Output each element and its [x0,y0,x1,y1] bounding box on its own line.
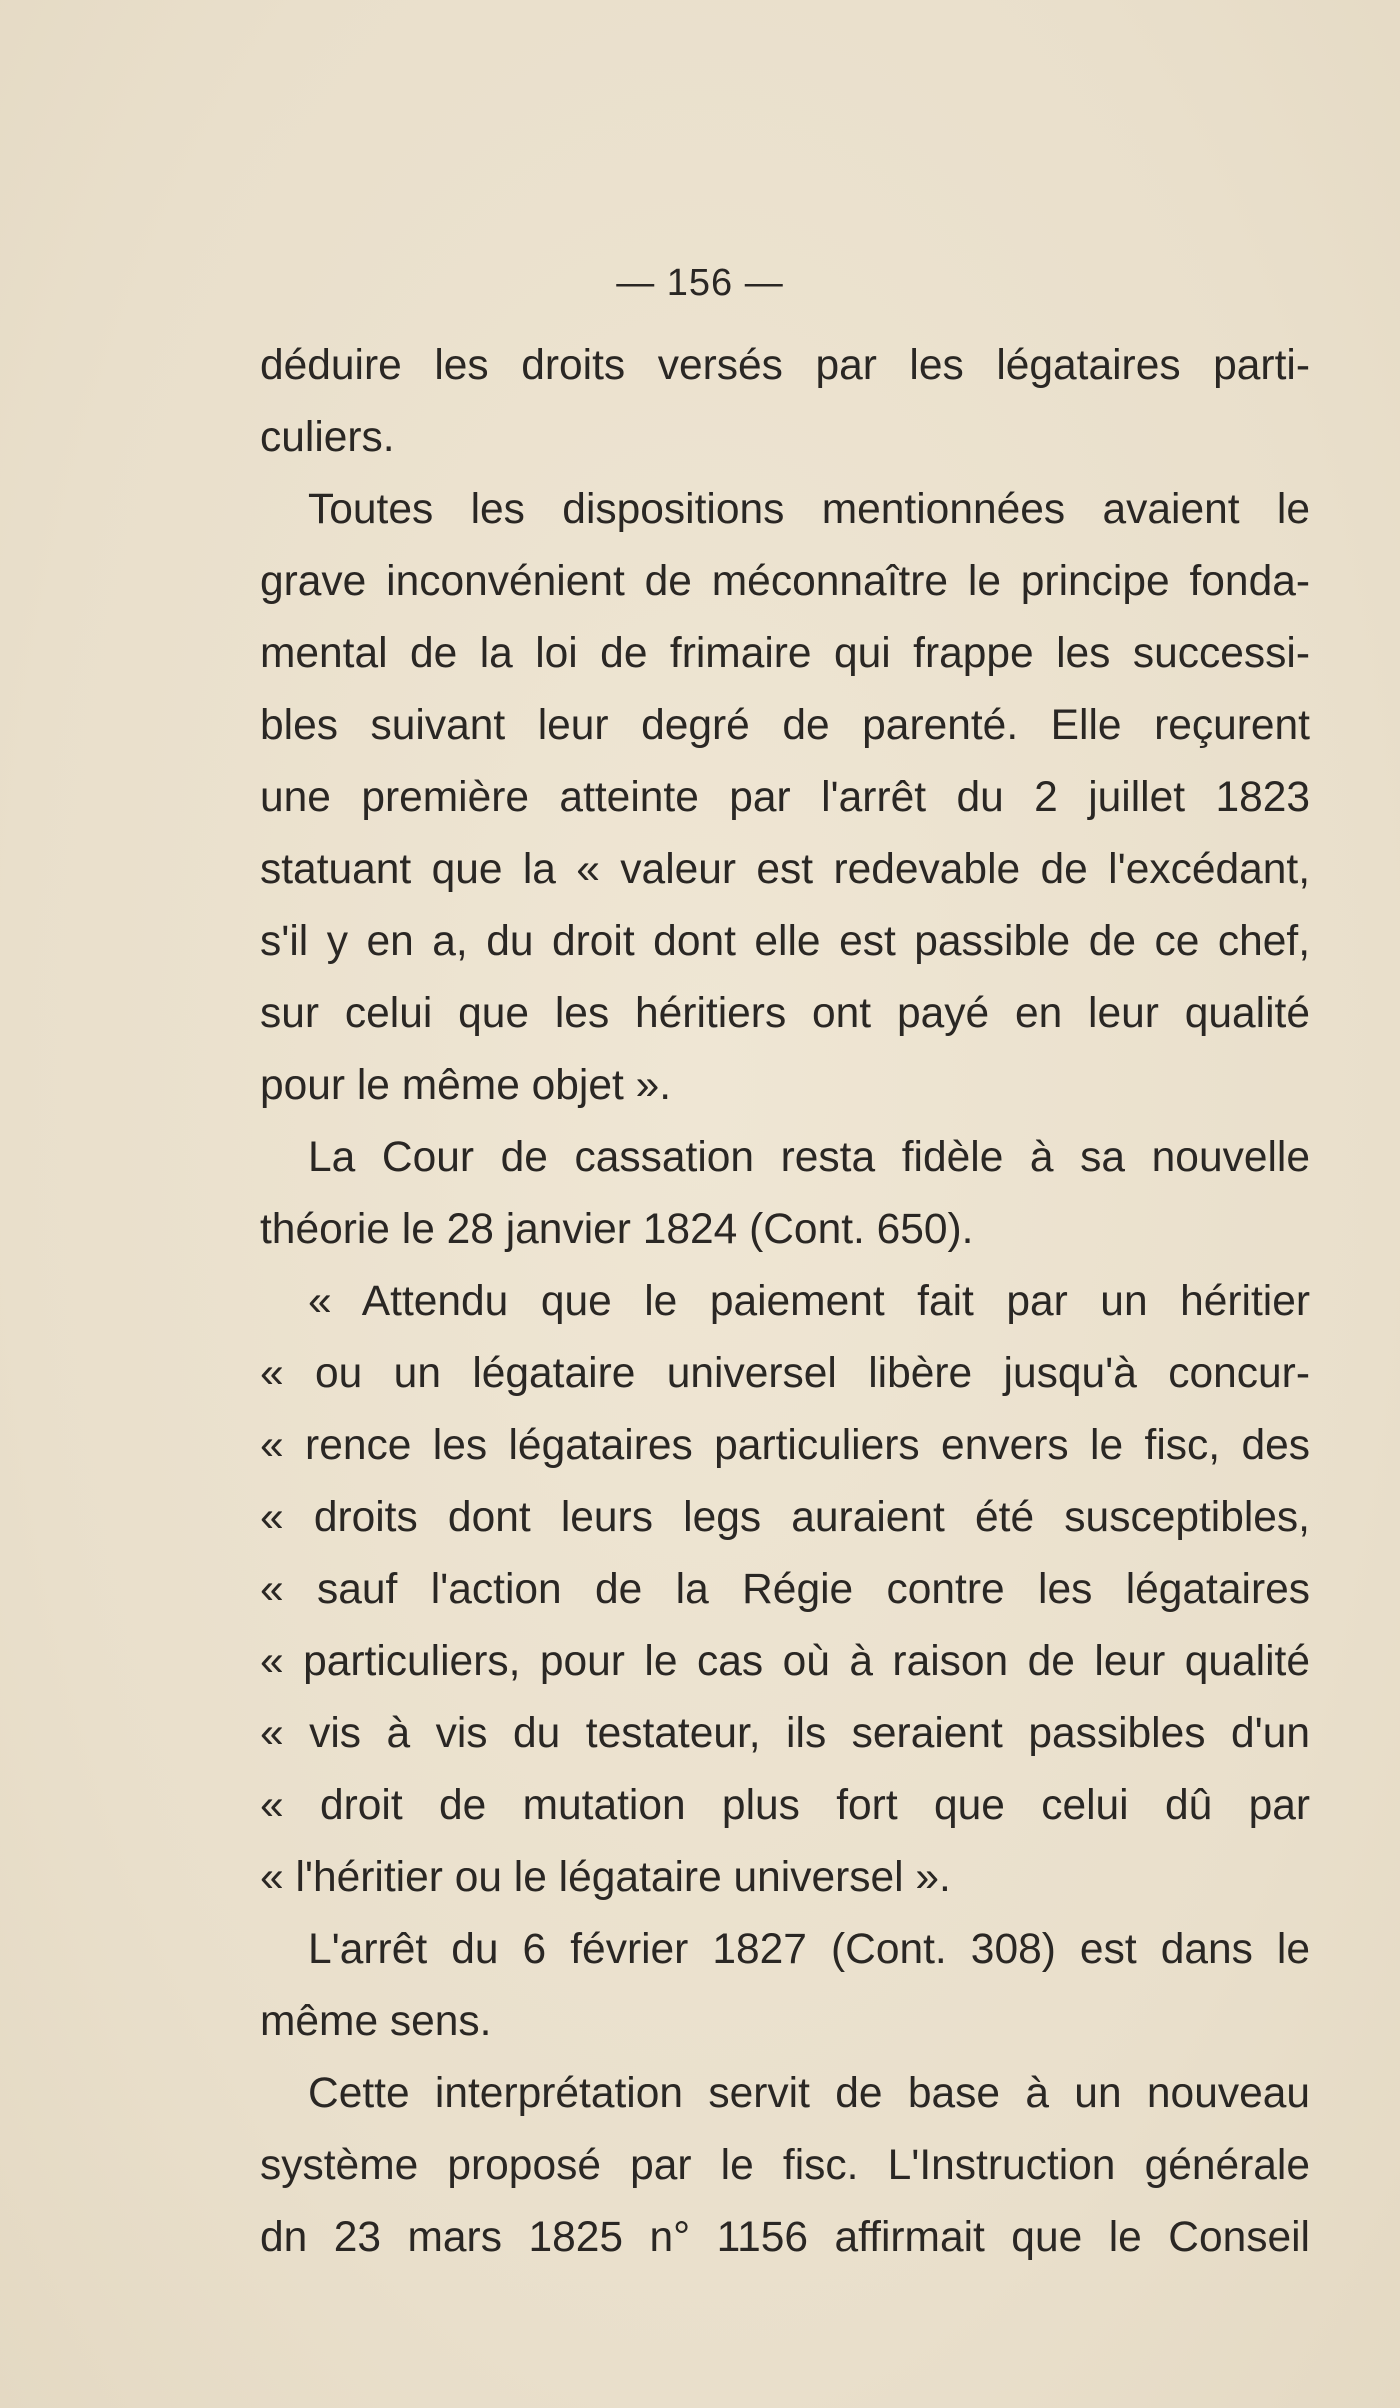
text-line: « sauf l'action de la Régie contre les légataires [260,1566,1310,1613]
text-line: théorie le 28 janvier 1824 (Cont. 650). [260,1206,974,1253]
text-line: sur celui que les héritiers ont payé en leur qualité [260,990,1310,1037]
text-line: statuant que la « valeur est redevable de l'excédant, [260,846,1310,893]
text-line: « Attendu que le paiement fait par un héritier [308,1278,1310,1325]
body-text [260,330,1310,2274]
text-line: « ou un légataire universel libère jusqu'à concur- [260,1350,1310,1397]
text-line: « vis à vis du testateur, ils seraient passibles d'un [260,1710,1310,1757]
text-line: L'arrêt du 6 février 1827 (Cont. 308) est dans le [308,1926,1310,1973]
text-line: une première atteinte par l'arrêt du 2 juillet 1823 [260,774,1310,821]
text-line: Cette interprétation servit de base à un nouveau [308,2070,1310,2117]
text-line: mental de la loi de frimaire qui frappe les successi- [260,630,1310,677]
text-line: bles suivant leur degré de parenté. Elle reçurent [260,702,1310,749]
text-line: « droit de mutation plus fort que celui dû par [260,1782,1310,1829]
text-line: culiers. [260,414,395,461]
text-line: même sens. [260,1998,492,2045]
text-line: « rence les légataires particuliers envers le fisc, des [260,1422,1310,1469]
text-line: « droits dont leurs legs auraient été susceptibles, [260,1494,1310,1541]
text-line: Toutes les dispositions mentionnées avaient le [308,486,1310,533]
text-line: grave inconvénient de méconnaître le principe fonda- [260,558,1310,605]
text-line: « l'héritier ou le légataire universel ». [260,1854,951,1901]
text-line: dn 23 mars 1825 n° 1156 affirmait que le Conseil [260,2214,1310,2261]
text-line: La Cour de cassation resta fidèle à sa nouvelle [308,1134,1310,1181]
text-line: « particuliers, pour le cas où à raison de leur qualité [260,1638,1310,1685]
text-line: pour le même objet ». [260,1062,672,1109]
text-line: système proposé par le fisc. L'Instruction générale [260,2142,1310,2189]
page-number: — 156 — [616,262,784,304]
text-line: s'il y en a, du droit dont elle est passible de ce chef, [260,918,1310,965]
text-line: déduire les droits versés par les légataires parti- [260,342,1310,389]
